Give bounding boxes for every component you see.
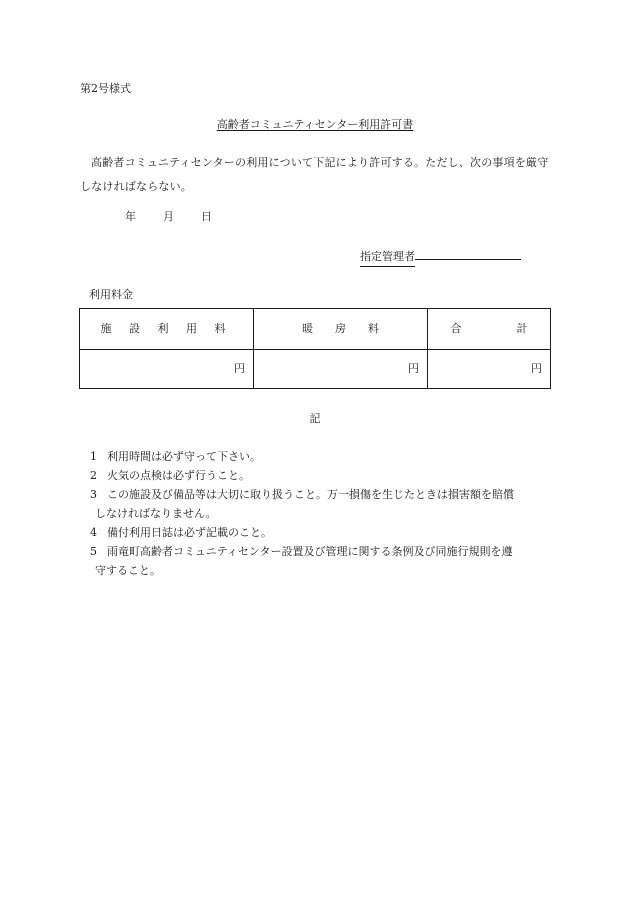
fee-value-total: 円 xyxy=(428,350,551,389)
date-month-label: 月 xyxy=(163,210,174,223)
condition-number: 3 xyxy=(90,488,97,501)
date-day-label: 日 xyxy=(201,210,212,223)
fee-value-heating: 円 xyxy=(254,350,428,389)
condition-number: 5 xyxy=(90,545,97,558)
condition-item xyxy=(90,466,555,485)
fee-value-facility: 円 xyxy=(80,350,254,389)
condition-number: 2 xyxy=(90,469,97,482)
condition-text: 備付利用日誌は必ず記載のこと。 xyxy=(107,526,272,539)
condition-text: 雨竜町高齢者コミュニティセンター設置及び管理に関する条例及び同施行規則を遵 xyxy=(107,545,513,558)
document-title xyxy=(0,116,630,134)
condition-text: 火気の点検は必ず行うこと。 xyxy=(107,469,250,482)
fee-heading: 利用料金 xyxy=(89,288,133,301)
document-title-text: 高齢者コミュニティセンター利用許可書 xyxy=(216,118,414,131)
condition-item xyxy=(90,447,555,466)
condition-text-continued: 守すること。 xyxy=(95,564,161,577)
manager-label: 指定管理者 xyxy=(360,248,415,267)
fee-header-total: 合 計 xyxy=(428,309,551,350)
fee-header-facility: 施 設 利 用 料 xyxy=(80,309,254,350)
fee-header-heating: 暖 房 料 xyxy=(254,309,428,350)
condition-item xyxy=(90,542,555,580)
condition-text-continued: しなければなりません。 xyxy=(95,507,217,520)
fee-table-header-row xyxy=(80,309,551,350)
conditions-list xyxy=(90,447,555,580)
condition-item xyxy=(90,485,555,523)
condition-text: 利用時間は必ず守って下さい。 xyxy=(107,450,261,463)
fee-table xyxy=(79,308,551,389)
ki-heading: 記 xyxy=(309,412,321,425)
date-line xyxy=(125,208,212,226)
condition-text: この施設及び備品等は大切に取り扱うこと。万一損傷を生じたときは損害額を賠償 xyxy=(107,488,514,501)
condition-item xyxy=(90,523,555,542)
date-year-label: 年 xyxy=(125,210,136,223)
manager-signature-blank xyxy=(415,247,521,260)
condition-number: 4 xyxy=(90,526,97,539)
form-number: 第2号様式 xyxy=(80,82,131,95)
intro-paragraph: 高齢者コミュニティセンターの利用について下記により許可する。ただし、次の事項を厳守しなければならない。 xyxy=(80,156,549,193)
fee-table-value-row xyxy=(80,350,551,389)
manager-line xyxy=(360,247,521,267)
condition-number: 1 xyxy=(90,450,97,463)
